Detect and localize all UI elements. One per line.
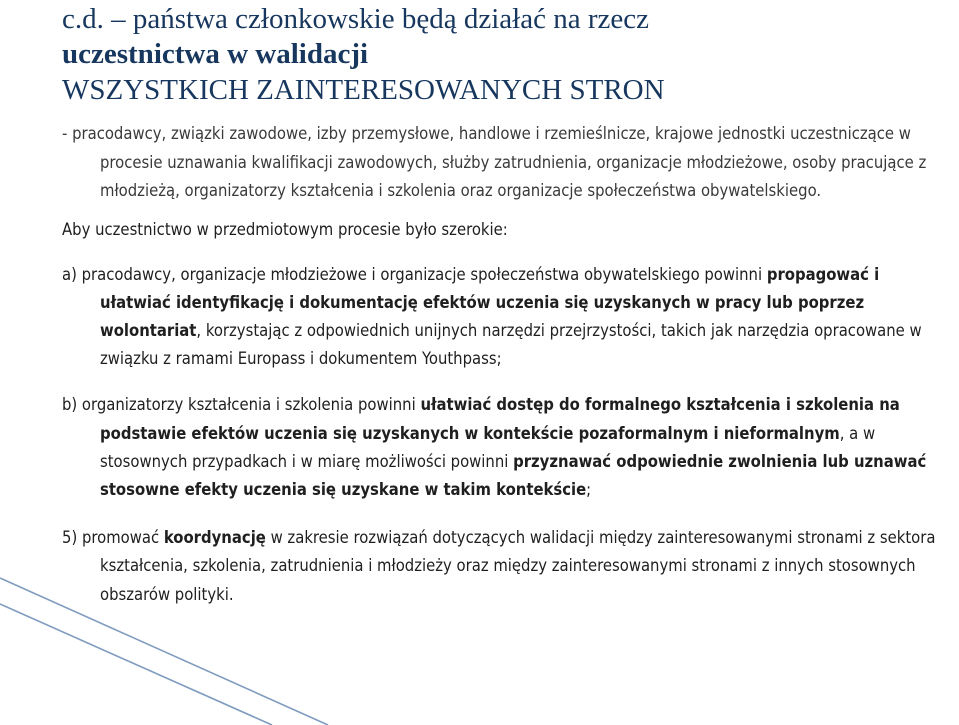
corner-line-upper: [0, 578, 328, 725]
decorative-corner-lines: [0, 560, 340, 725]
corner-line-lower: [0, 604, 272, 725]
item-5-bold-1: koordynację: [163, 528, 266, 548]
item-b-text-1: b) organizatorzy kształcenia i szkolenia powinni: [62, 395, 421, 415]
title-line-3: WSZYSTKICH ZAINTERESOWANYCH STRON: [62, 74, 665, 106]
item-a-text-1: a) pracodawcy, organizacje młodzieżowe i organizacje społeczeństwa obywatelskiego powinni: [62, 264, 767, 284]
item-b-text-3: ;: [586, 479, 592, 499]
slide-title: [62, 2, 942, 108]
lead-paragraph: Aby uczestnictwo w przedmiotowym procesie było szerokie:: [62, 219, 508, 239]
item-a-bold-1: propagować i ułatwiać identyfikację i dokumentację efektów uczenia się uzyskanych w pracy lub poprzez wolontariat: [100, 264, 880, 340]
list-item-b: [62, 391, 947, 504]
stakeholders-paragraph: - pracodawcy, związki zawodowe, izby przemysłowe, handlowe i rzemieślnicze, krajowe jednostki uczestniczące w procesie uznawania kwalifikacji zawodowych, służby zatrudnienia, organizacje młodzieżowe, osoby pracujące z młodzieżą, organizatorzy kształcenia i szkolenia oraz organizacje społeczeństwa obywatelskiego.: [62, 124, 927, 200]
title-line-1: c.d. – państwa członkowskie będą działać na rzecz: [62, 3, 649, 35]
item-b-bold-2: przyznawać odpowiednie zwolnienia lub uznawać stosowne efekty uczenia się uzyskane w takim kontekście: [100, 451, 927, 499]
item-5-text-2: w zakresie rozwiązań dotyczących walidacji między zainteresowanymi stronami z sektora kształcenia, szkolenia, zatrudnienia i młodzieży oraz między zainteresowanymi stronami z innych stosownych obszarów polityki.: [100, 528, 936, 604]
item-5-text-1: 5) promować: [62, 528, 164, 548]
slide-body: [62, 120, 947, 609]
item-b-bold-1: ułatwiać dostęp do formalnego kształcenia i szkolenia na podstawie efektów uczenia się uzyskanych w kontekście pozaformalnym i nieformalnym: [100, 395, 900, 443]
item-a-text-2: , korzystając z odpowiednich unijnych narzędzi przejrzystości, takich jak narzędzia opracowane w związku z ramami Europass i dokumentem Youthpass;: [100, 320, 922, 369]
item-b-text-2: , a w stosownych przypadkach i w miarę możliwości powinni: [100, 423, 876, 471]
list-item-a: [62, 261, 947, 374]
title-line-2: uczestnictwa w walidacji: [62, 38, 369, 70]
